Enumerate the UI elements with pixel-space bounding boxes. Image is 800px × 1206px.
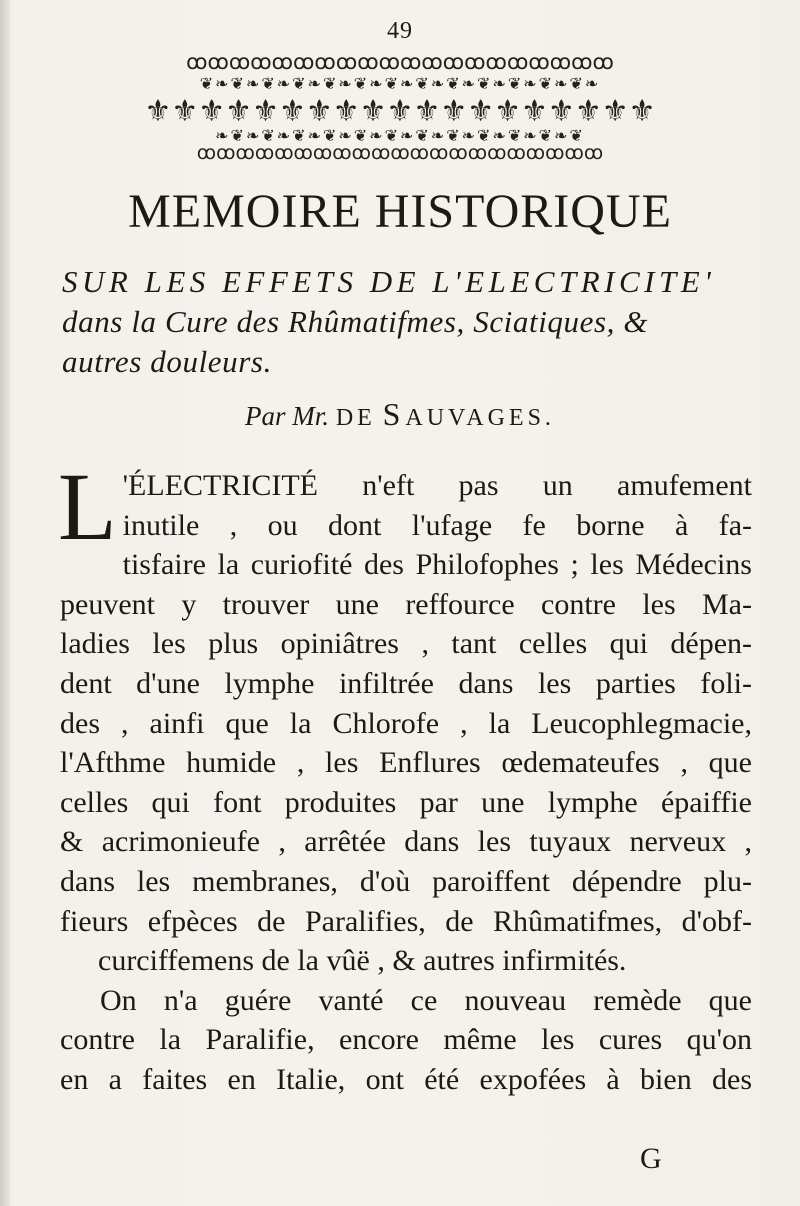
subtitle-line-2: dans la Cure des Rhûmatifmes, Sciatiques, & [62, 304, 649, 339]
author-initial: S [382, 396, 406, 432]
body-line: & acrimonieufe , arrêtée dans les tuyaux nerveux , [60, 825, 752, 859]
body-line: l'Afthme humide , les Enflures œdemateufes , que [60, 746, 752, 780]
body-line: celles qui font produites par une lymphe épaiffie [60, 785, 752, 819]
author-surname: AUVAGES. [405, 405, 555, 431]
subtitle-line-3: autres douleurs. [62, 344, 272, 379]
subtitle [62, 262, 762, 382]
author-line [0, 396, 800, 433]
body-line: fieurs efpèces de Paralifies, de Rhûmatifmes, d'obf- [60, 904, 752, 938]
body-line: tisfaire la curiofité des Philofophes ; les Médecins [122, 548, 752, 582]
page-title: MEMOIRE HISTORIQUE [128, 185, 672, 238]
body-line-paragraph-start: On n'a guére vanté ce nouveau remède que [100, 983, 752, 1017]
author-particle: DE [335, 405, 376, 431]
body-line: inutile , ou dont l'ufage fe borne à fa- [122, 508, 752, 542]
body-line: des , ainfi que la Chlorofe , la Leucophlegmacie, [60, 706, 752, 740]
body-text [58, 453, 752, 1100]
catchword: G [640, 1142, 662, 1175]
subtitle-line-1: SUR LES EFFETS DE L'ELECTRICITE' [62, 264, 716, 299]
ornament-row-upper-scroll: ❦❧❦❧❦❧❦❧❦❧❦❧❦❧❦❧❦❧❦❧❦❧❦❧❦❧ [199, 74, 601, 93]
page-number: 49 [387, 18, 413, 44]
body-line: dans les membranes, d'où paroiffent dépendre plu- [60, 864, 752, 898]
ornament-row-bottom: ꝏꝏꝏꝏꝏꝏꝏꝏꝏꝏꝏꝏꝏꝏꝏꝏꝏꝏꝏꝏꝏ [196, 142, 604, 164]
ornament-row-fleur-de-lis: ⚜⚜⚜⚜⚜⚜⚜⚜⚜⚜⚜⚜⚜⚜⚜⚜⚜⚜⚜ [144, 94, 656, 129]
body-line: contre la Paralifie, encore même les cures qu'on [60, 1023, 752, 1057]
drop-cap: L [58, 453, 117, 560]
body-line: en a faites en Italie, ont été expofées à bien des [60, 1062, 752, 1096]
ornament-row-lower-scroll: ❧❦❧❦❧❦❧❦❧❦❧❦❧❦❧❦❧❦❧❦❧❦❧❦ [215, 126, 585, 145]
body-line: 'ÉLECTRICITÉ n'eft pas un amufement [122, 469, 752, 502]
body-line: peuvent y trouver une reffource contre les Ma- [60, 587, 752, 621]
body-line: curciffemens de la vûë , & autres infirmités. [98, 944, 627, 978]
binding-edge [0, 0, 10, 1206]
body-line: ladies les plus opiniâtres , tant celles qui dépen- [60, 627, 752, 661]
author-prefix: Par Mr. [245, 401, 330, 431]
printer-ornament-band [46, 50, 754, 162]
body-line: dent d'une lymphe infiltrée dans les parties foli- [60, 666, 752, 700]
ornament-row-top: ꝏꝏꝏꝏꝏꝏꝏꝏꝏꝏꝏꝏꝏꝏꝏꝏꝏꝏꝏꝏ [186, 50, 614, 74]
